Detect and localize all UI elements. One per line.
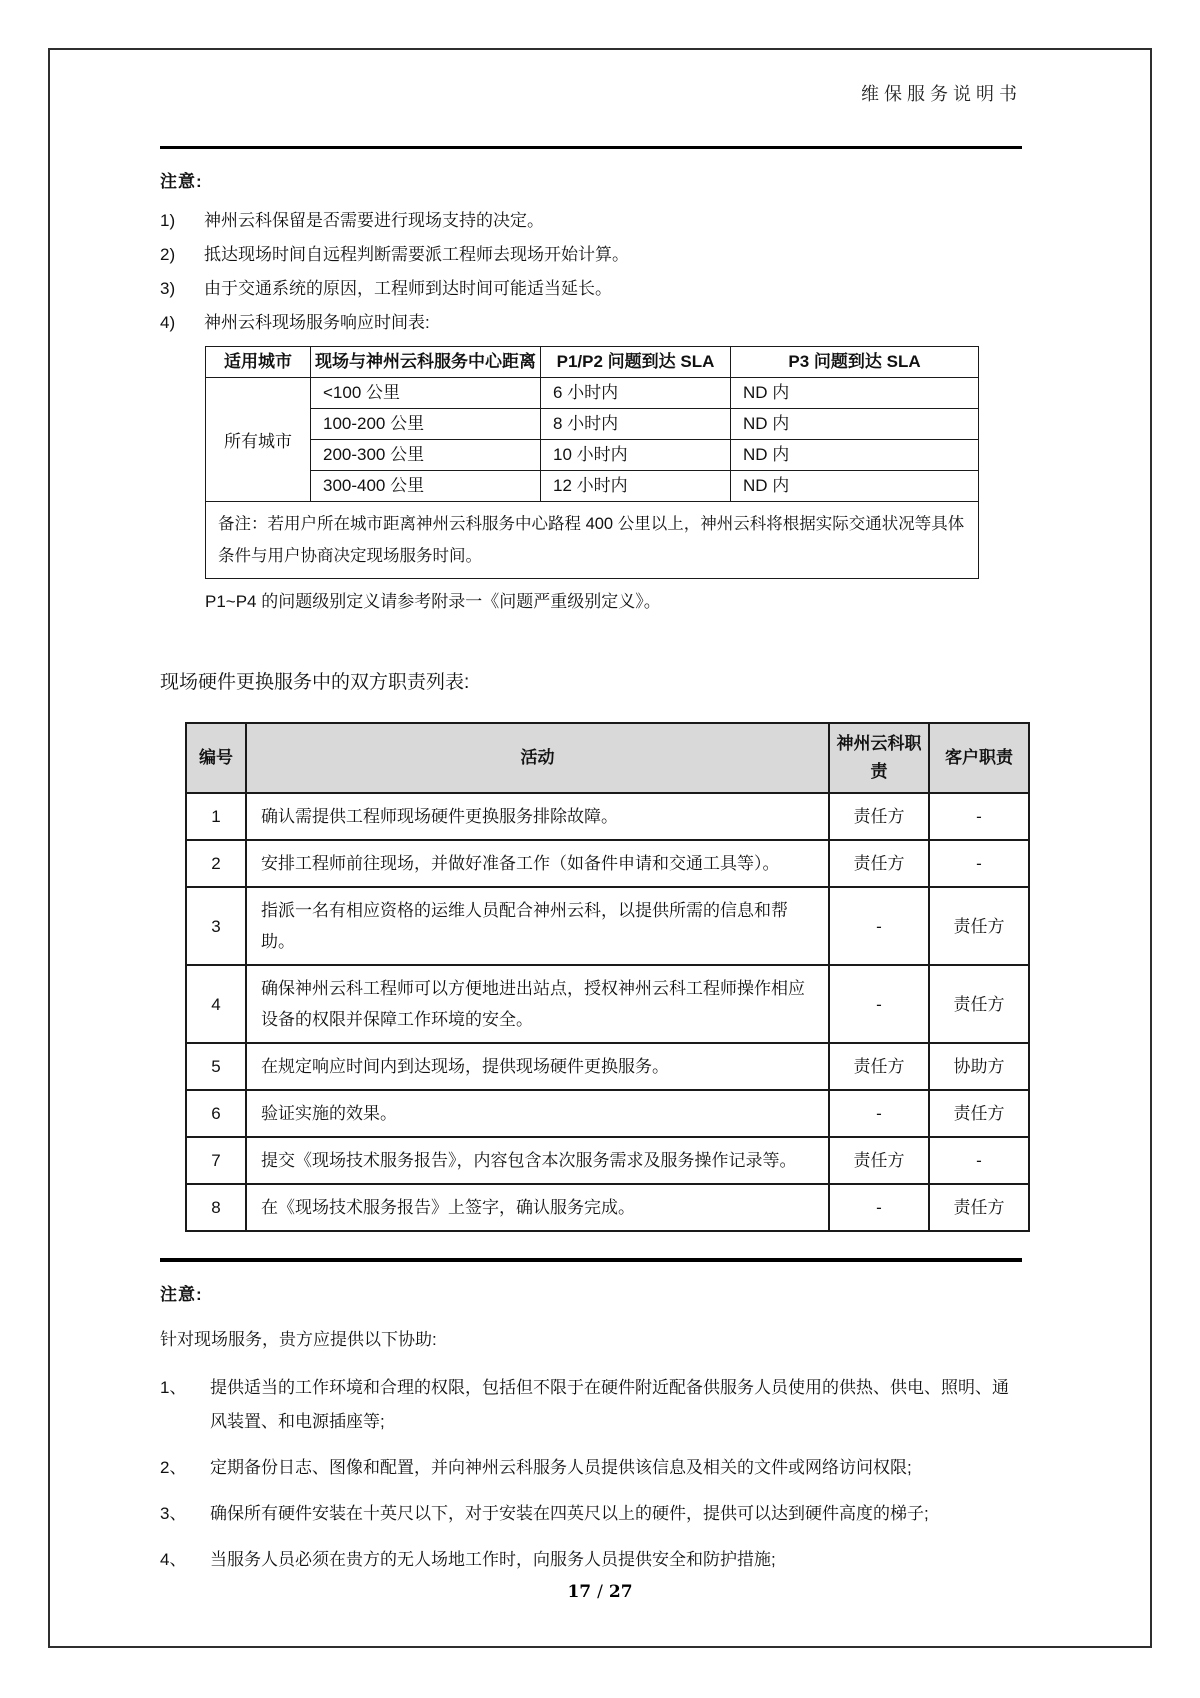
- cell-vendor-role: -: [829, 965, 929, 1043]
- table-row: [186, 1137, 1029, 1184]
- list-item: [160, 306, 1022, 340]
- cell-p3: ND 内: [731, 471, 979, 502]
- list-item-text: 当服务人员必须在贵方的无人场地工作时，向服务人员提供安全和防护措施;: [210, 1550, 776, 1569]
- cell-vendor-role: -: [829, 1090, 929, 1137]
- cell-activity: 验证实施的效果。: [246, 1090, 829, 1137]
- list-item-number: 2): [160, 245, 176, 264]
- col-header-customer: 客户职责: [929, 723, 1029, 793]
- list-item: [160, 1543, 1022, 1577]
- section-divider-rule: [160, 1258, 1022, 1262]
- cell-activity: 安排工程师前往现场，并做好准备工作（如备件申请和交通工具等）。: [246, 840, 829, 887]
- list-item-number: 4): [160, 313, 176, 332]
- notice-top-list: [160, 204, 1022, 340]
- cell-p1p2: 10 小时内: [541, 440, 731, 471]
- table-row: [206, 378, 979, 409]
- cell-customer-role: 责任方: [929, 887, 1029, 965]
- list-item: [160, 204, 1022, 238]
- table-row: [186, 793, 1029, 840]
- cell-p3: ND 内: [731, 440, 979, 471]
- page-number-separator: /: [597, 1582, 603, 1602]
- cell-no: 8: [186, 1184, 246, 1231]
- cell-p1p2: 6 小时内: [541, 378, 731, 409]
- cell-no: 2: [186, 840, 246, 887]
- cell-p3: ND 内: [731, 378, 979, 409]
- cell-distance: 100-200 公里: [311, 409, 541, 440]
- table-row: [206, 471, 979, 502]
- page-content: [160, 80, 1022, 1577]
- cell-customer-role: 责任方: [929, 1090, 1029, 1137]
- cell-vendor-role: -: [829, 1184, 929, 1231]
- table-row: [206, 409, 979, 440]
- cell-city: 所有城市: [206, 378, 311, 502]
- cell-activity: 提交《现场技术服务报告》，内容包含本次服务需求及服务操作记录等。: [246, 1137, 829, 1184]
- list-item: [160, 1451, 1022, 1485]
- cell-distance: 300-400 公里: [311, 471, 541, 502]
- cell-customer-role: 责任方: [929, 965, 1029, 1043]
- col-header-p3: P3 问题到达 SLA: [731, 347, 979, 378]
- notice-top-label: 注意:: [160, 172, 203, 191]
- cell-activity: 确保神州云科工程师可以方便地进出站点，授权神州云科工程师操作相应设备的权限并保障工作环境的安全。: [246, 965, 829, 1043]
- col-header-city: 适用城市: [206, 347, 311, 378]
- cell-customer-role: -: [929, 1137, 1029, 1184]
- col-header-activity: 活动: [246, 723, 829, 793]
- cell-activity: 确认需提供工程师现场硬件更换服务排除故障。: [246, 793, 829, 840]
- cell-vendor-role: 责任方: [829, 1137, 929, 1184]
- table-row: [186, 1184, 1029, 1231]
- cell-distance: <100 公里: [311, 378, 541, 409]
- table-remark-row: [206, 502, 979, 579]
- list-item-number: 2、: [160, 1458, 187, 1477]
- page-number-current: 17: [567, 1582, 592, 1602]
- col-header-distance: 现场与神州云科服务中心距离: [311, 347, 541, 378]
- duty-section-title: 现场硬件更换服务中的双方职责列表:: [160, 672, 470, 693]
- cell-vendor-role: 责任方: [829, 1043, 929, 1090]
- list-item-number: 3、: [160, 1504, 187, 1523]
- document-header-title: 维保服务说明书: [861, 84, 1022, 105]
- col-header-vendor: 神州云科职责: [829, 723, 929, 793]
- list-item-text: 抵达现场时间自远程判断需要派工程师去现场开始计算。: [204, 245, 629, 264]
- cell-vendor-role: -: [829, 887, 929, 965]
- table-row: [186, 887, 1029, 965]
- table-row: [186, 1043, 1029, 1090]
- cell-activity: 在规定响应时间内到达现场，提供现场硬件更换服务。: [246, 1043, 829, 1090]
- sla-footnote: P1~P4 的问题级别定义请参考附录一《问题严重级别定义》。: [205, 592, 661, 611]
- header-rule: [160, 146, 1022, 149]
- cell-customer-role: 协助方: [929, 1043, 1029, 1090]
- cell-p1p2: 12 小时内: [541, 471, 731, 502]
- table-row: [186, 840, 1029, 887]
- cell-activity: 在《现场技术服务报告》上签字，确认服务完成。: [246, 1184, 829, 1231]
- list-item-number: 4、: [160, 1550, 187, 1569]
- list-item: [160, 272, 1022, 306]
- table-row: [186, 1090, 1029, 1137]
- table-header-row: [206, 347, 979, 378]
- list-item-number: 1、: [160, 1378, 187, 1397]
- cell-no: 4: [186, 965, 246, 1043]
- cell-no: 6: [186, 1090, 246, 1137]
- cell-distance: 200-300 公里: [311, 440, 541, 471]
- sla-response-table: [205, 346, 979, 579]
- list-item-text: 定期备份日志、图像和配置，并向神州云科服务人员提供该信息及相关的文件或网络访问权限;: [210, 1458, 912, 1477]
- table-row: [186, 965, 1029, 1043]
- list-item-text: 确保所有硬件安装在十英尺以下，对于安装在四英尺以上的硬件，提供可以达到硬件高度的梯子;: [210, 1504, 929, 1523]
- cell-remark: 备注：若用户所在城市距离神州云科服务中心路程 400 公里以上，神州云科将根据实际交通状况等具体条件与用户协商决定现场服务时间。: [206, 502, 979, 579]
- notice-bottom-list: [160, 1371, 1022, 1577]
- cell-customer-role: -: [929, 840, 1029, 887]
- cell-p3: ND 内: [731, 409, 979, 440]
- notice-bottom-label: 注意:: [160, 1285, 203, 1304]
- duty-table: [185, 722, 1030, 1232]
- table-header-row: [186, 723, 1029, 793]
- cell-customer-role: -: [929, 793, 1029, 840]
- list-item-text: 提供适当的工作环境和合理的权限，包括但不限于在硬件附近配备供服务人员使用的供热、供电、照明、通风装置、和电源插座等;: [210, 1378, 1009, 1431]
- cell-activity: 指派一名有相应资格的运维人员配合神州云科，以提供所需的信息和帮助。: [246, 887, 829, 965]
- col-header-no: 编号: [186, 723, 246, 793]
- col-header-p1p2: P1/P2 问题到达 SLA: [541, 347, 731, 378]
- cell-no: 5: [186, 1043, 246, 1090]
- cell-no: 7: [186, 1137, 246, 1184]
- notice-bottom-intro: 针对现场服务，贵方应提供以下协助:: [160, 1330, 437, 1349]
- list-item-text: 由于交通系统的原因，工程师到达时间可能适当延长。: [204, 279, 612, 298]
- list-item-text: 神州云科保留是否需要进行现场支持的决定。: [204, 211, 544, 230]
- cell-customer-role: 责任方: [929, 1184, 1029, 1231]
- page-number-total: 27: [608, 1582, 633, 1602]
- page-number: [0, 1582, 1200, 1602]
- list-item-number: 3): [160, 279, 176, 298]
- cell-vendor-role: 责任方: [829, 840, 929, 887]
- list-item: [160, 1371, 1022, 1439]
- list-item: [160, 1497, 1022, 1531]
- table-row: [206, 440, 979, 471]
- list-item-number: 1): [160, 211, 176, 230]
- list-item: [160, 238, 1022, 272]
- cell-no: 1: [186, 793, 246, 840]
- list-item-text: 神州云科现场服务响应时间表:: [204, 313, 430, 332]
- cell-no: 3: [186, 887, 246, 965]
- cell-vendor-role: 责任方: [829, 793, 929, 840]
- cell-p1p2: 8 小时内: [541, 409, 731, 440]
